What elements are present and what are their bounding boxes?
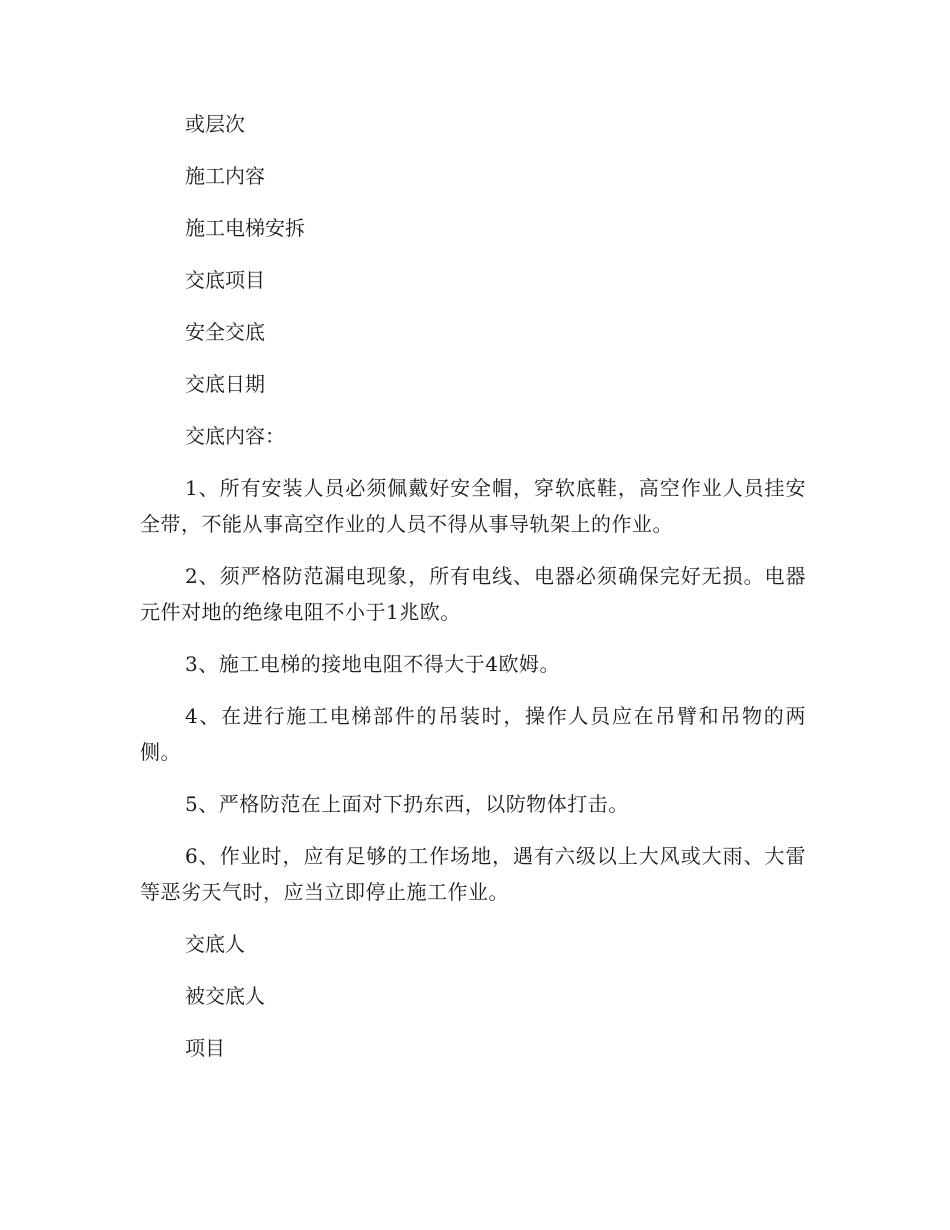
label-level: 或层次 (185, 112, 245, 136)
briefing-item-5: 5、严格防范在上面对下扔东西，以防物体打击。 (185, 792, 629, 816)
value-construction-content: 施工电梯安拆 (185, 216, 305, 240)
document-body (140, 106, 806, 1082)
value-briefing-item: 安全交底 (185, 320, 265, 344)
label-briefing-item: 交底项目 (185, 268, 265, 292)
label-briefing-content: 交底内容： (185, 424, 285, 448)
label-briefer: 交底人 (185, 932, 245, 956)
label-briefing-date: 交底日期 (185, 372, 265, 396)
label-recipient: 被交底人 (185, 984, 265, 1008)
briefing-item-6: 6、作业时，应有足够的工作场地，遇有六级以上大风或大雨、大雷等恶劣天气时，应当立即停止施工作业。 (140, 844, 806, 904)
briefing-item-4: 4、在进行施工电梯部件的吊装时，操作人员应在吊臂和吊物的两侧。 (140, 704, 806, 764)
briefing-item-3: 3、施工电梯的接地电阻不得大于4欧姆。 (185, 652, 560, 676)
label-project: 项目 (185, 1036, 225, 1060)
briefing-item-1: 1、所有安装人员必须佩戴好安全帽，穿软底鞋，高空作业人员挂安全带，不能从事高空作业的人员不得从事导轨架上的作业。 (140, 476, 806, 536)
label-construction-content: 施工内容 (185, 164, 265, 188)
briefing-item-2: 2、须严格防范漏电现象，所有电线、电器必须确保完好无损。电器元件对地的绝缘电阻不小于1兆欧。 (140, 564, 806, 624)
